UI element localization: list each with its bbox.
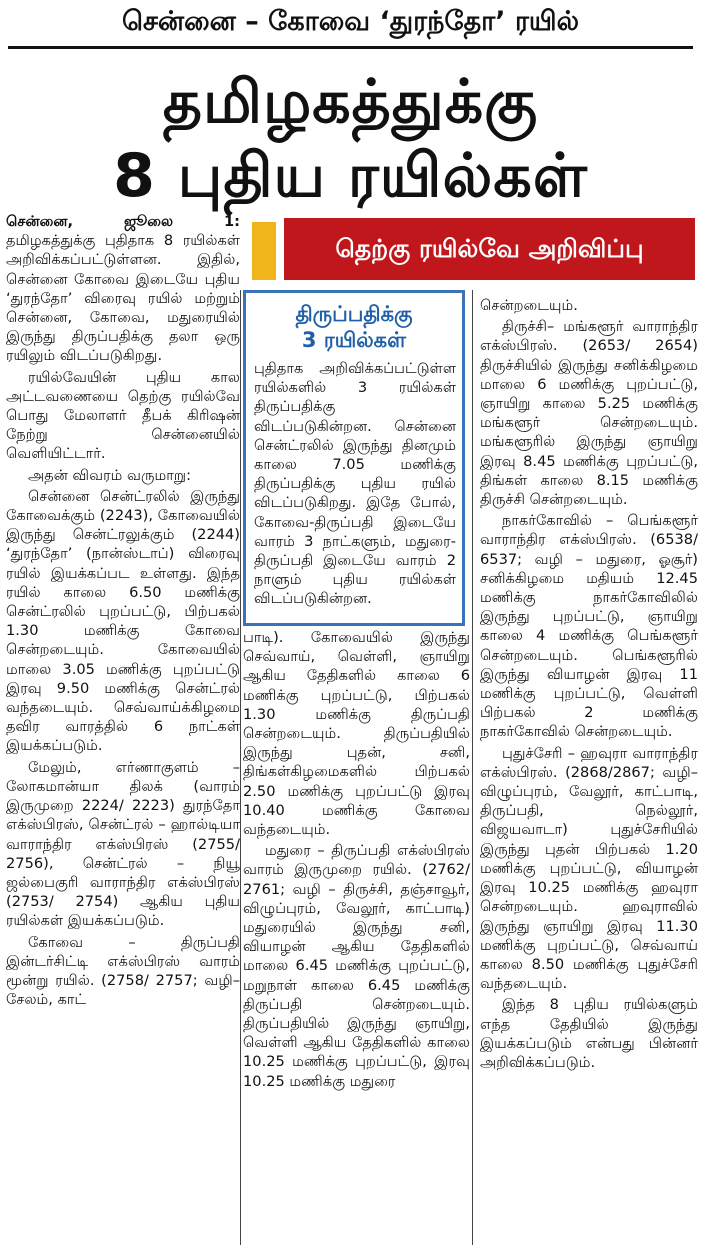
dateline: சென்னை, ஜூலை 1: — [6, 213, 240, 230]
sidebar-box-title — [246, 301, 462, 353]
sidebar-box-title-line-2: 3 ரயில்கள் — [301, 328, 407, 352]
paragraph-lead-text: தமிழகத்துக்கு புதிதாக 8 ரயில்கள் அறிவிக்கப்பட்டுள்ளன. இதில், சென்னை கோவை இடையே புதிய ‘துரந்தோ’ விரைவு ரயில் மற்றும் சென்னை, கோவை, மதுரையில் இருந்து திருப்பதிக்கு தலா ஒரு ரயிலும் விடப்படுகிறது. — [6, 232, 240, 365]
sidebar-box-text: புதிதாக அறிவிக்கப்பட்டுள்ள ரயில்களில் 3 ரயில்கள் திருப்பதிக்கு விடப்படுகின்றன. சென்னை சென்ட்ரலில் இருந்து தினமும் காலை 7.05 மணிக்கு திருப்பதிக்கு புதிய ரயில் விடப்படுகிறது. இதே போல், கோவை-திருப்பதி இடையே வாரம் 3 நாட்களும், மதுரை-திருப்பதி இடையே வாரம் 2 நாளும் புதிய ரயில்கள் விடப்படுகின்றன. — [254, 360, 456, 608]
kicker-rule — [8, 46, 693, 49]
paragraph: சென்றடையும். — [480, 297, 578, 314]
headline-line-1: தமிழகத்துக்கு — [162, 67, 539, 137]
paragraph: ரயில்வேயின் புதிய கால அட்டவணையை தெற்கு ரயில்வே பொது மேலாளர் தீபக் கிரிஷன் நேற்று சென்னையில் வெளியிட்டார். — [6, 368, 240, 463]
column-2 — [243, 628, 470, 1093]
paragraph: திருச்சி– மங்களூர் வாராந்திர எக்ஸ்பிரஸ். (2653/ 2654) திருச்சியில் இருந்து சனிக்கிழமை மாலை 6 மணிக்கு புறப்பட்டு, ஞாயிறு காலை 5.25 மணிக்கு மங்களூர் சென்றடையும். மங்களூரில் இருந்து ஞாயிறு இரவு 8.45 மணிக்கு புறப்பட்டு, திங்கள் காலை 8.15 மணிக்கு திருச்சி சென்றடையும். — [480, 318, 698, 509]
article-kicker: சென்னை – கோவை ‘துரந்தோ’ ரயில் — [121, 6, 580, 37]
paragraph: பாடி). கோவையில் இருந்து செவ்வாய், வெள்ளி, ஞாயிறு ஆகிய தேதிகளில் காலை 6 மணிக்கு புறப்பட்டு, பிற்பகல் 1.30 மணிக்கு திருப்பதி சென்றடையும். திருப்பதியில் இருந்து புதன், சனி, திங்கள்கிழமைகளில் பிற்பகல் 2.50 மணிக்கு புறப்பட்டு இரவு 10.40 மணிக்கு கோவை வந்தடையும். — [243, 629, 470, 839]
sidebar-box-title-line-1: திருப்பதிக்கு — [295, 302, 413, 326]
paragraph: அதன் விவரம் வருமாறு: — [28, 466, 191, 484]
paragraph: மதுரை – திருப்பதி எக்ஸ்பிரஸ் வாரம் இருமுறை ரயில். (2762/ 2761; வழி – திருச்சி, தஞ்சாவூர், விழுப்புரம், வேலூர், காட்பாடி) மதுரையில் இருந்து சனி, வியாழன் ஆகிய தேதிகளில் மாலை 6.45 மணிக்கு புறப்பட்டு, மறுநாள் காலை 6.45 மணிக்கு திருப்பதி சென்றடையும். திருப்பதியில் இருந்து ஞாயிறு, வெள்ளி ஆகிய தேதிகளில் காலை 10.25 மணிக்கு புறப்பட்டு, இரவு 10.25 மணிக்கு மதுரை — [243, 842, 470, 1090]
headline-line-2: 8 புதிய ரயில்கள் — [113, 141, 588, 211]
paragraph: நாகர்கோவில் – பெங்களூர் வாராந்திர எக்ஸ்பிரஸ். (6538/ 6537; வழி – மதுரை, ஓசூர்) சனிக்கிழமை மதியம் 12.45 மணிக்கு நாகர்கோவிலில் இருந்து புறப்பட்டு, ஞாயிறு காலை 4 மணிக்கு பெங்களூர் சென்றடையும். பெங்களூரில் இருந்து வியாழன் இரவு 11 மணிக்கு புறப்பட்டு, வெள்ளி பிற்பகல் 2 மணிக்கு நாகர்கோவில் சென்றடையும். — [480, 512, 698, 741]
paragraph: மேலும், எர்ணாகுளம் – லோகமான்யா திலக் (வாரம் இருமுறை 2224/ 2223) துரந்தோ எக்ஸ்பிரஸ், சென்ட்ரல் – ஹால்டியா வாராந்திர எக்ஸ்பிரஸ் (2755/ 2756), சென்ட்ரல் – நியூ ஜல்பைகுரி வாராந்திர எக்ஸ்பிரஸ் (2753/ 2754) ஆகிய புதிய ரயில்கள் இயக்கப்படும். — [6, 758, 240, 930]
banner-accent-bar — [252, 222, 276, 280]
column-3-body — [480, 296, 698, 1074]
column-1 — [6, 212, 240, 1011]
paragraph: இந்த 8 புதிய ரயில்களும் எந்த தேதியில் இருந்து இயக்கப்படும் என்பது பின்னர் அறிவிக்கப்படும். — [480, 996, 698, 1071]
banner-text: தெற்கு ரயில்வே அறிவிப்பு — [335, 234, 644, 263]
paragraph: புதுச்சேரி – ஹவுரா வாராந்திர எக்ஸ்பிரஸ். (2868/2867; வழி–விழுப்புரம், வேலூர், காட்பாடி, திருப்பதி, நெல்லூர், விஜயவாடா) புதுச்சேரியில் இருந்து புதன் பிற்பகல் 1.20 மணிக்கு புறப்பட்டு, வியாழன் இரவு 10.25 மணிக்கு ஹவுரா சென்றடையும். ஹவுராவில் இருந்து ஞாயிறு இரவு 11.30 மணிக்கு புறப்பட்டு, செவ்வாய் காலை 8.50 மணிக்கு புதுச்சேரி வந்தடையும். — [480, 744, 698, 993]
paragraph: கோவை – திருப்பதி இன்டர்சிட்டி எக்ஸ்பிரஸ் வாரம் மூன்று ரயில். (2758/ 2757; வழி– சேலம், காட் — [6, 933, 240, 1009]
paragraph: சென்னை சென்ட்ரலில் இருந்து கோவைக்கும் (2243), கோவையில் இருந்து சென்ட்ரலுக்கும் (2244) ‘துரந்தோ’ (நான்ஸ்டாப்) விரைவு ரயில் இயக்கப்பட உள்ளது. இந்த ரயில் காலை 6.50 மணிக்கு சென்ட்ரலில் புறப்பட்டு, பிற்பகல் 1.30 மணிக்கு கோவை சென்றடையும். கோவையில் மாலை 3.05 மணிக்கு புறப்பட்டு இரவு 9.50 மணிக்கு சென்ட்ரல் வந்தடையும். செவ்வாய்க்கிழமை தவிர வாரத்தில் 6 நாட்கள் இயக்கப்படும். — [6, 487, 240, 755]
sidebar-box-body — [254, 359, 456, 609]
sidebar-box — [243, 290, 465, 626]
paragraph-lead — [6, 212, 240, 366]
column-divider — [472, 290, 473, 1245]
column-divider — [240, 290, 241, 1245]
